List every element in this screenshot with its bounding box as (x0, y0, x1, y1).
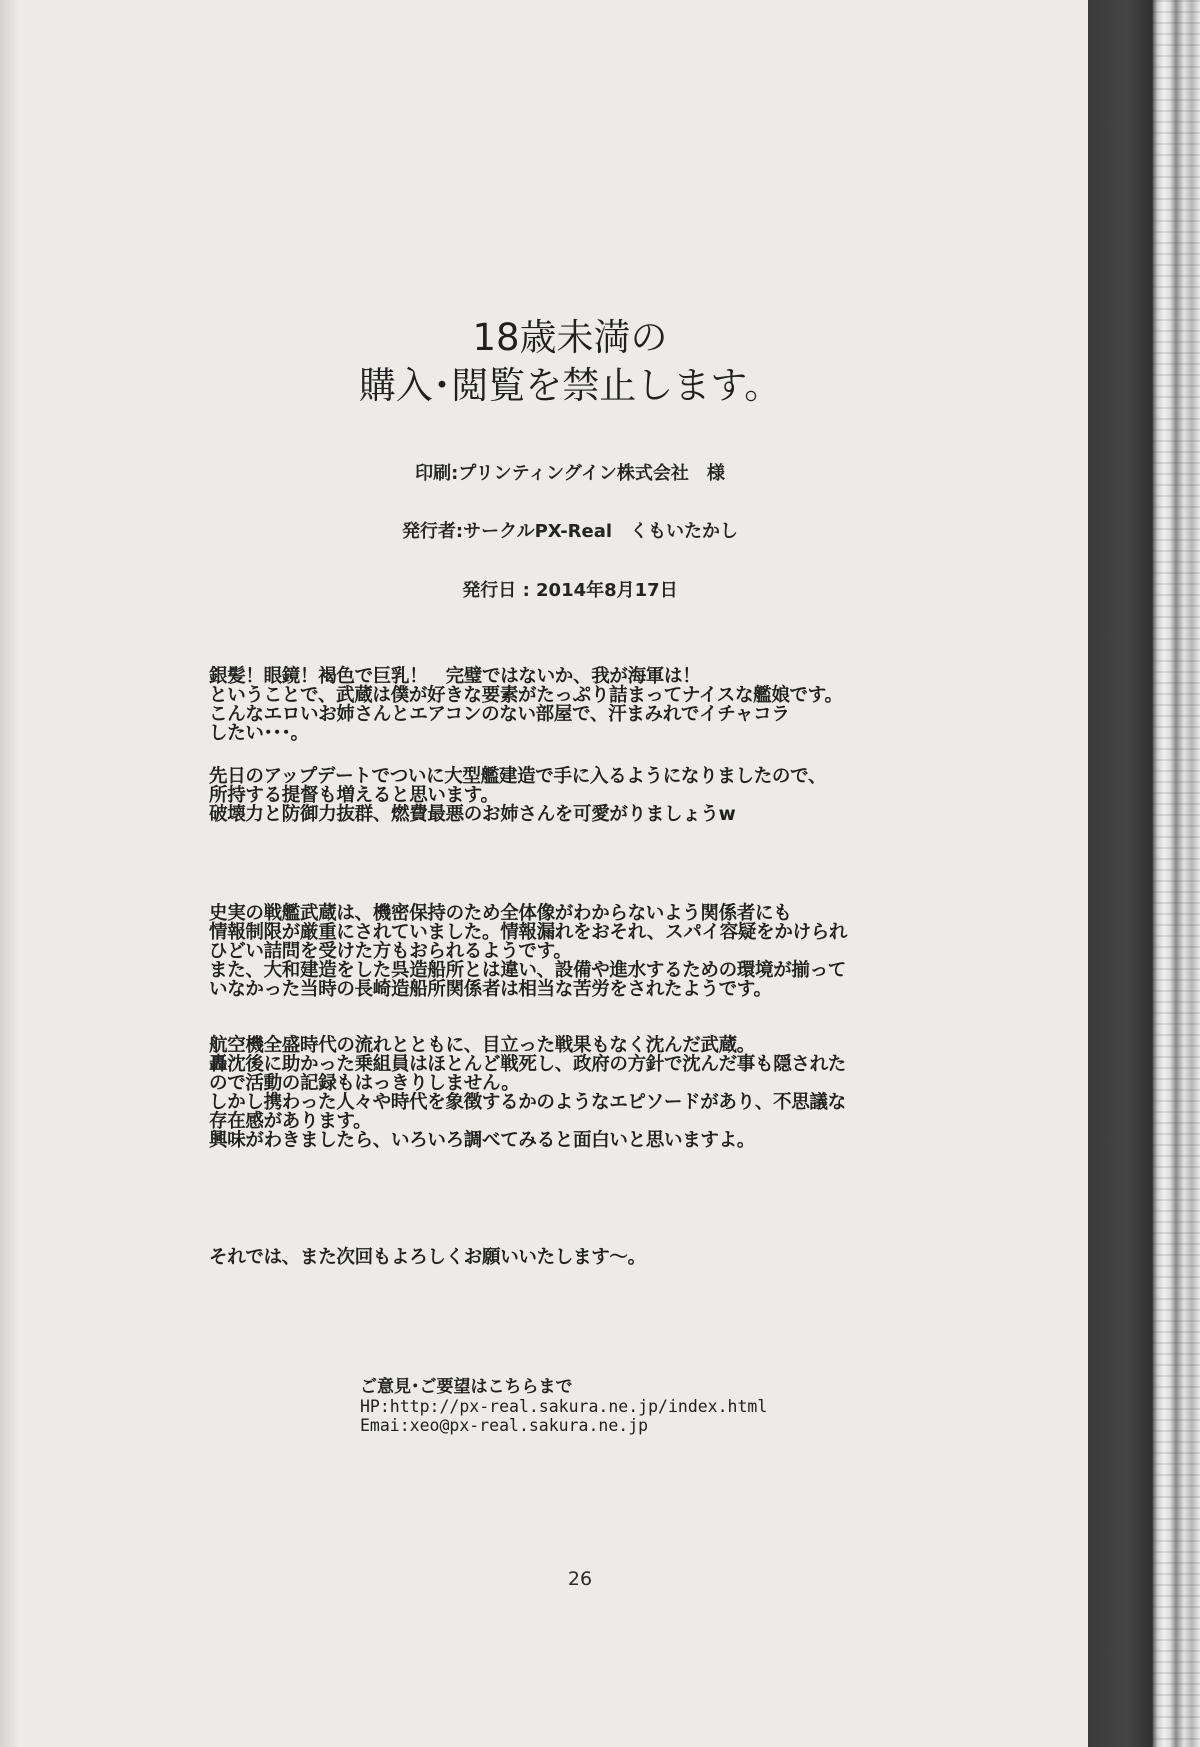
paragraph-line: それでは、また次回もよろしくお願いいたします～。 (209, 1247, 646, 1268)
paragraph-line: 所持する提督も増えると思います。 (209, 785, 499, 806)
paragraph-line: 史実の戦艦武蔵は、機密保持のため全体像がわからないよう関係者にも (209, 903, 792, 924)
age-restriction-notice (320, 314, 820, 410)
paragraph-line: こんなエロいお姉さんとエアコンのない部屋で、汗まみれでイチャコラ (209, 704, 790, 725)
page-shadow-left (0, 0, 18, 1747)
homepage-url: HP:http://px-real.sakura.ne.jp/index.html (360, 1397, 768, 1416)
email-address: Emai:xeo@px-real.sakura.ne.jp (360, 1416, 649, 1435)
contact-info (360, 1378, 820, 1435)
paragraph-line: ということで、武蔵は僕が好きな要素がたっぷり詰まってナイスな艦娘です。 (209, 685, 843, 706)
paragraph-line: 轟沈後に助かった乗組員はほとんど戦死し、政府の方針で沈んだ事も隠された (209, 1054, 847, 1075)
paragraph-line: また、大和建造をした呉造船所とは違い、設備や進水するための環境が揃って (209, 960, 847, 981)
age-restriction-line-1: 18歳未満の (472, 316, 668, 359)
paragraph-line: 存在感があります。 (209, 1111, 372, 1132)
paragraph-line: 航空機全盛時代の流れとともに、目立った戦果もなく沈んだ武蔵。 (209, 1035, 756, 1056)
paragraph-line: 銀髪！眼鏡！褐色で巨乳！ 完璧ではないか、我が海軍は！ (209, 666, 701, 687)
paragraph-line: いなかった当時の長崎造船所関係者は相当な苦労をされたようです。 (209, 979, 772, 1000)
paragraph-line: 先日のアップデートでついに大型艦建造で手に入るようになりましたので、 (209, 766, 827, 787)
paragraph-3 (209, 904, 969, 999)
paragraph-1 (209, 667, 969, 743)
age-restriction-line-2: 購入･閲覧を禁止します。 (358, 364, 782, 407)
paragraph-line: しかし携わった人々や時代を象徴するかのようなエピソードがあり、不思議な (209, 1092, 846, 1113)
paragraph-line: 興味がわきましたら、いろいろ調べてみると面白いと思いますよ。 (209, 1130, 756, 1151)
paragraph-4 (209, 1036, 969, 1150)
closing-line (209, 1248, 969, 1267)
printer-credit: 印刷:プリンティングイン株式会社 様 (415, 463, 725, 484)
paragraph-line: したい･･･。 (209, 723, 309, 744)
paragraph-line: 情報制限が厳重にされていました。情報漏れをおそれ、スパイ容疑をかけられ (209, 922, 848, 943)
paragraph-line: 破壊力と防御力抜群、燃費最悪のお姉さんを可愛がりましょうw (209, 804, 736, 825)
contact-title: ご意見･ご要望はこちらまで (360, 1377, 573, 1397)
paragraph-line: ひどい詰問を受けた方もおられるようです。 (209, 941, 572, 962)
paragraph-2 (209, 767, 969, 824)
page-binding-edge (1088, 0, 1200, 1747)
publish-date: 発行日 : 2014年8月17日 (462, 580, 678, 601)
page-number: 26 (567, 1568, 593, 1590)
paragraph-line: ので活動の記録もはっきりしません。 (209, 1073, 520, 1094)
publisher-credit: 発行者:サークルPX-Real くもいたかし (401, 521, 739, 542)
